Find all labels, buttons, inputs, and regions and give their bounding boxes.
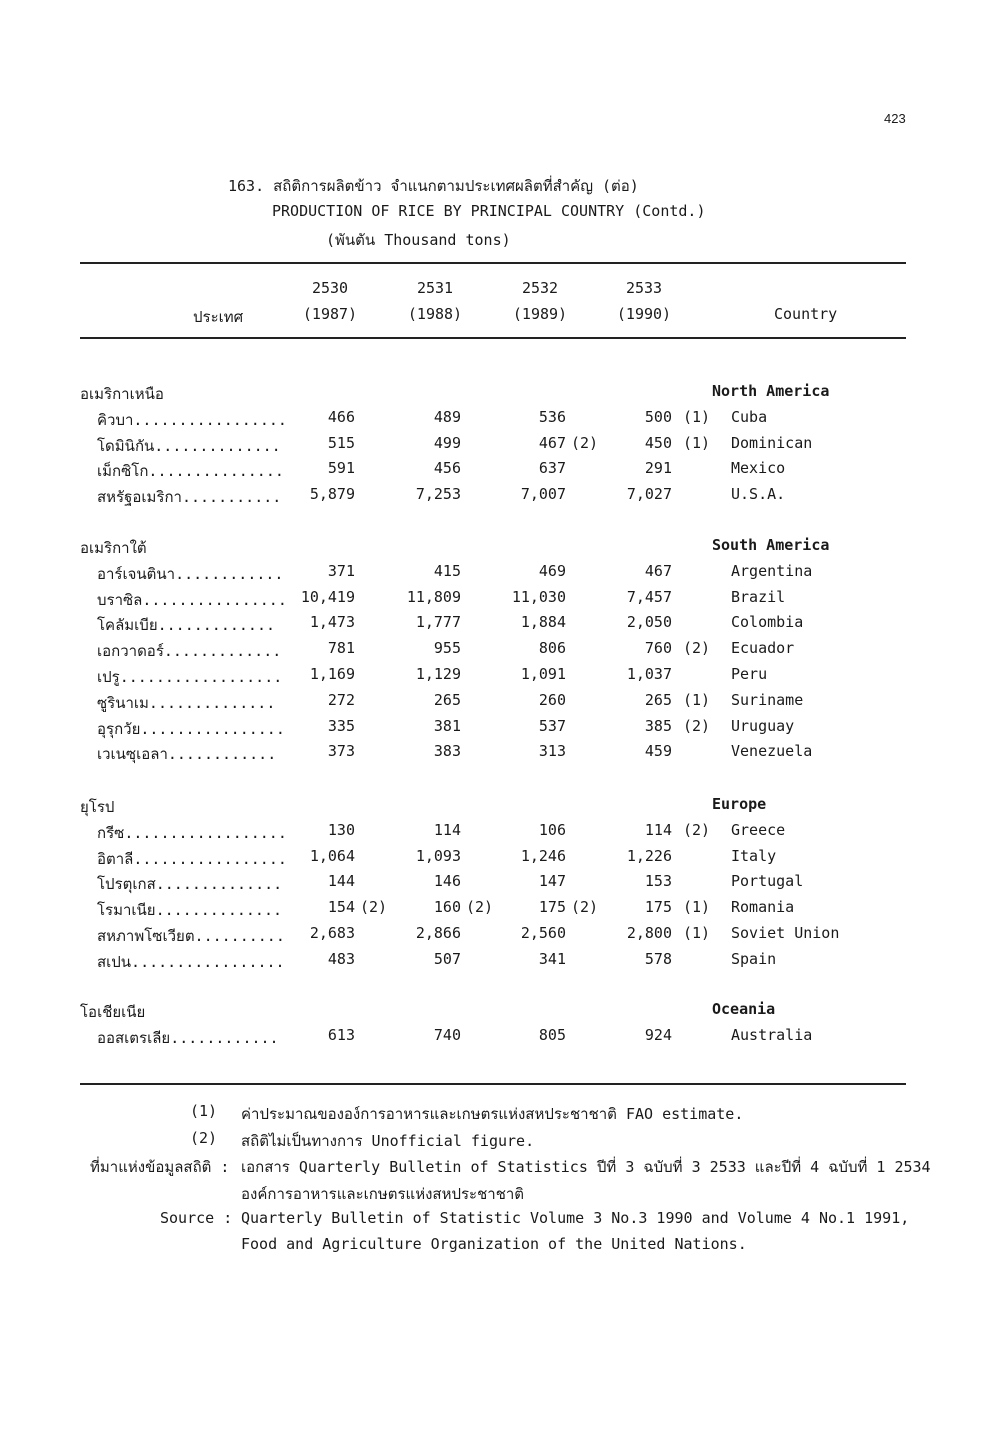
production-value: 1,129 [415, 665, 461, 683]
country-name-english: Suriname [731, 691, 804, 709]
country-name-english: Argentina [731, 562, 813, 580]
country-name-thai: สหภาพโซเวียต.......... [97, 927, 285, 945]
source-thai-line-2: องค์การอาหารและเกษตรแห่งสหประชาชาติ [241, 1185, 525, 1203]
production-value: 272 [327, 691, 355, 709]
production-value: 2,560 [520, 924, 566, 942]
country-name-thai: สเปน................. [97, 953, 285, 971]
production-value: 578 [644, 950, 672, 968]
production-value: 1,473 [309, 613, 355, 631]
country-name-english: Mexico [731, 459, 786, 477]
production-value: 1,246 [520, 847, 566, 865]
production-value: 469 [538, 562, 566, 580]
production-value: 260 [538, 691, 566, 709]
footnote-2-mark: (2) [190, 1129, 218, 1147]
region-label-english: Europe [712, 795, 767, 813]
production-value: 500 [644, 408, 672, 426]
footnote-marker: (2) [571, 434, 599, 452]
source-english-line-1: Quarterly Bulletin of Statistic Volume 3 No.3 1990 and Volume 4 No.1 1991, [241, 1209, 910, 1227]
production-value: 781 [327, 639, 355, 657]
production-value: 154 [327, 898, 355, 916]
country-name-thai: โคลัมเบีย............. [97, 616, 276, 634]
production-value: 175 [538, 898, 566, 916]
country-name-thai: อาร์เจนตินา............ [97, 565, 284, 583]
production-value: 2,866 [415, 924, 461, 942]
top-rule [80, 262, 906, 264]
year-ce-3: (1989) [512, 305, 568, 323]
country-name-thai: อิตาลี................. [97, 850, 287, 868]
country-name-thai: เอกวาดอร์............. [97, 642, 282, 660]
production-value: 459 [644, 742, 672, 760]
country-name-english: Colombia [731, 613, 804, 631]
country-name-english: Spain [731, 950, 777, 968]
footnote-marker: (2) [360, 898, 388, 916]
country-name-english: U.S.A. [731, 485, 786, 503]
region-label-english: South America [712, 536, 830, 554]
production-value: 955 [433, 639, 461, 657]
production-value: 371 [327, 562, 355, 580]
source-thai-line-1: เอกสาร Quarterly Bulletin of Statistics ปีที่ 3 ฉบับที่ 3 2533 และปีที่ 4 ฉบับที่ 1 2534 [241, 1158, 931, 1176]
production-value: 7,253 [415, 485, 461, 503]
production-value: 467 [538, 434, 566, 452]
production-value: 5,879 [309, 485, 355, 503]
footnote-marker: (2) [683, 821, 711, 839]
bottom-rule [80, 1083, 906, 1085]
country-name-thai: โดมินิกัน.............. [97, 437, 281, 455]
production-value: 483 [327, 950, 355, 968]
production-value: 11,030 [511, 588, 566, 606]
production-value: 740 [433, 1026, 461, 1044]
year-ce-4: (1990) [616, 305, 672, 323]
production-value: 613 [327, 1026, 355, 1044]
production-value: 313 [538, 742, 566, 760]
production-value: 450 [644, 434, 672, 452]
footnote-marker: (2) [683, 717, 711, 735]
page-number: 423 [884, 111, 906, 126]
country-name-english: Brazil [731, 588, 786, 606]
production-value: 466 [327, 408, 355, 426]
production-value: 1,091 [520, 665, 566, 683]
country-name-english: Italy [731, 847, 777, 865]
table-title-english: PRODUCTION OF RICE BY PRINCIPAL COUNTRY (Contd.) [272, 202, 706, 220]
production-value: 1,777 [415, 613, 461, 631]
production-value: 536 [538, 408, 566, 426]
year-be-2: 2531 [416, 279, 454, 297]
production-value: 147 [538, 872, 566, 890]
footnote-marker: (1) [683, 434, 711, 452]
production-value: 456 [433, 459, 461, 477]
table-title-thai: 163. สถิติการผลิตข้าว จำแนกตามประเทศผลิตที่สำคัญ (ต่อ) [228, 177, 639, 195]
country-name-thai: เปรู.................. [97, 668, 283, 686]
footnote-marker: (1) [683, 898, 711, 916]
year-be-1: 2530 [311, 279, 349, 297]
production-value: 373 [327, 742, 355, 760]
region-label-english: Oceania [712, 1000, 776, 1018]
production-value: 383 [433, 742, 461, 760]
production-value: 1,037 [626, 665, 672, 683]
country-name-thai: โรมาเนีย.............. [97, 901, 283, 919]
production-value: 175 [644, 898, 672, 916]
production-value: 1,169 [309, 665, 355, 683]
country-name-thai: โปรตุเกส.............. [97, 875, 283, 893]
production-value: 507 [433, 950, 461, 968]
production-value: 924 [644, 1026, 672, 1044]
country-name-english: Romania [731, 898, 795, 916]
production-value: 10,419 [300, 588, 355, 606]
year-ce-2: (1988) [407, 305, 463, 323]
footnote-marker: (2) [683, 639, 711, 657]
production-value: 515 [327, 434, 355, 452]
production-value: 335 [327, 717, 355, 735]
production-value: 806 [538, 639, 566, 657]
production-value: 1,884 [520, 613, 566, 631]
production-value: 106 [538, 821, 566, 839]
source-thai-label: ที่มาแห่งข้อมูลสถิติ : [90, 1158, 230, 1176]
production-value: 265 [644, 691, 672, 709]
production-value: 1,093 [415, 847, 461, 865]
footnote-marker: (2) [466, 898, 494, 916]
production-value: 144 [327, 872, 355, 890]
footnote-marker: (1) [683, 691, 711, 709]
country-name-thai: เวเนซุเอลา............ [97, 745, 277, 763]
footnote-marker: (2) [571, 898, 599, 916]
production-value: 7,457 [626, 588, 672, 606]
country-name-thai: เม็กซิโก............... [97, 462, 284, 480]
production-value: 291 [644, 459, 672, 477]
country-name-english: Cuba [731, 408, 768, 426]
region-label-thai: อเมริกาเหนือ [80, 385, 164, 403]
country-name-english: Australia [731, 1026, 813, 1044]
production-value: 153 [644, 872, 672, 890]
production-value: 415 [433, 562, 461, 580]
country-name-english: Ecuador [731, 639, 795, 657]
year-be-3: 2532 [521, 279, 559, 297]
footnote-1-text: ค่าประมาณขององ์การอาหารและเกษตรแห่งสหประชาชาติ FAO estimate. [241, 1105, 744, 1123]
table-unit: (พันตัน Thousand tons) [326, 231, 511, 249]
country-name-thai: ออสเตรเลีย............ [97, 1029, 279, 1047]
production-value: 265 [433, 691, 461, 709]
country-name-english: Portugal [731, 872, 804, 890]
region-label-english: North America [712, 382, 830, 400]
footnote-marker: (1) [683, 924, 711, 942]
region-label-thai: ยุโรป [80, 798, 115, 816]
source-english-line-2: Food and Agriculture Organization of the United Nations. [241, 1235, 747, 1253]
production-value: 7,007 [520, 485, 566, 503]
production-value: 2,683 [309, 924, 355, 942]
country-name-english: Greece [731, 821, 786, 839]
production-value: 385 [644, 717, 672, 735]
production-value: 499 [433, 434, 461, 452]
production-value: 130 [327, 821, 355, 839]
year-ce-1: (1987) [302, 305, 358, 323]
production-value: 2,050 [626, 613, 672, 631]
country-name-thai: สหรัฐอเมริกา........... [97, 488, 282, 506]
production-value: 760 [644, 639, 672, 657]
footnote-1-mark: (1) [190, 1102, 218, 1120]
country-name-thai: ซูรินาเม.............. [97, 694, 276, 712]
region-label-thai: อเมริกาใต้ [80, 539, 147, 557]
production-value: 591 [327, 459, 355, 477]
country-name-english: Peru [731, 665, 768, 683]
production-value: 805 [538, 1026, 566, 1044]
production-value: 2,800 [626, 924, 672, 942]
production-value: 637 [538, 459, 566, 477]
country-name-english: Uruguay [731, 717, 795, 735]
production-value: 146 [433, 872, 461, 890]
region-label-thai: โอเชียเนีย [80, 1003, 146, 1021]
footnote-marker: (1) [683, 408, 711, 426]
production-value: 537 [538, 717, 566, 735]
production-value: 7,027 [626, 485, 672, 503]
country-name-thai: คิวบา................. [97, 411, 287, 429]
production-value: 381 [433, 717, 461, 735]
production-value: 467 [644, 562, 672, 580]
production-value: 341 [538, 950, 566, 968]
country-name-thai: บราซิล................ [97, 591, 287, 609]
production-value: 114 [644, 821, 672, 839]
column-header-thai: ประเทศ [193, 308, 244, 326]
production-value: 114 [433, 821, 461, 839]
production-value: 160 [433, 898, 461, 916]
header-rule [80, 337, 906, 339]
production-value: 489 [433, 408, 461, 426]
country-name-english: Dominican [731, 434, 813, 452]
country-name-english: Soviet Union [731, 924, 840, 942]
source-english-label: Source : [160, 1209, 233, 1227]
production-value: 1,064 [309, 847, 355, 865]
year-be-4: 2533 [625, 279, 663, 297]
column-header-country: Country [774, 305, 838, 323]
production-value: 11,809 [406, 588, 461, 606]
production-value: 1,226 [626, 847, 672, 865]
country-name-thai: อุรุกวัย................ [97, 720, 285, 738]
country-name-thai: กรีซ.................. [97, 824, 287, 842]
footnote-2-text: สถิติไม่เป็นทางการ Unofficial figure. [241, 1132, 535, 1150]
country-name-english: Venezuela [731, 742, 813, 760]
